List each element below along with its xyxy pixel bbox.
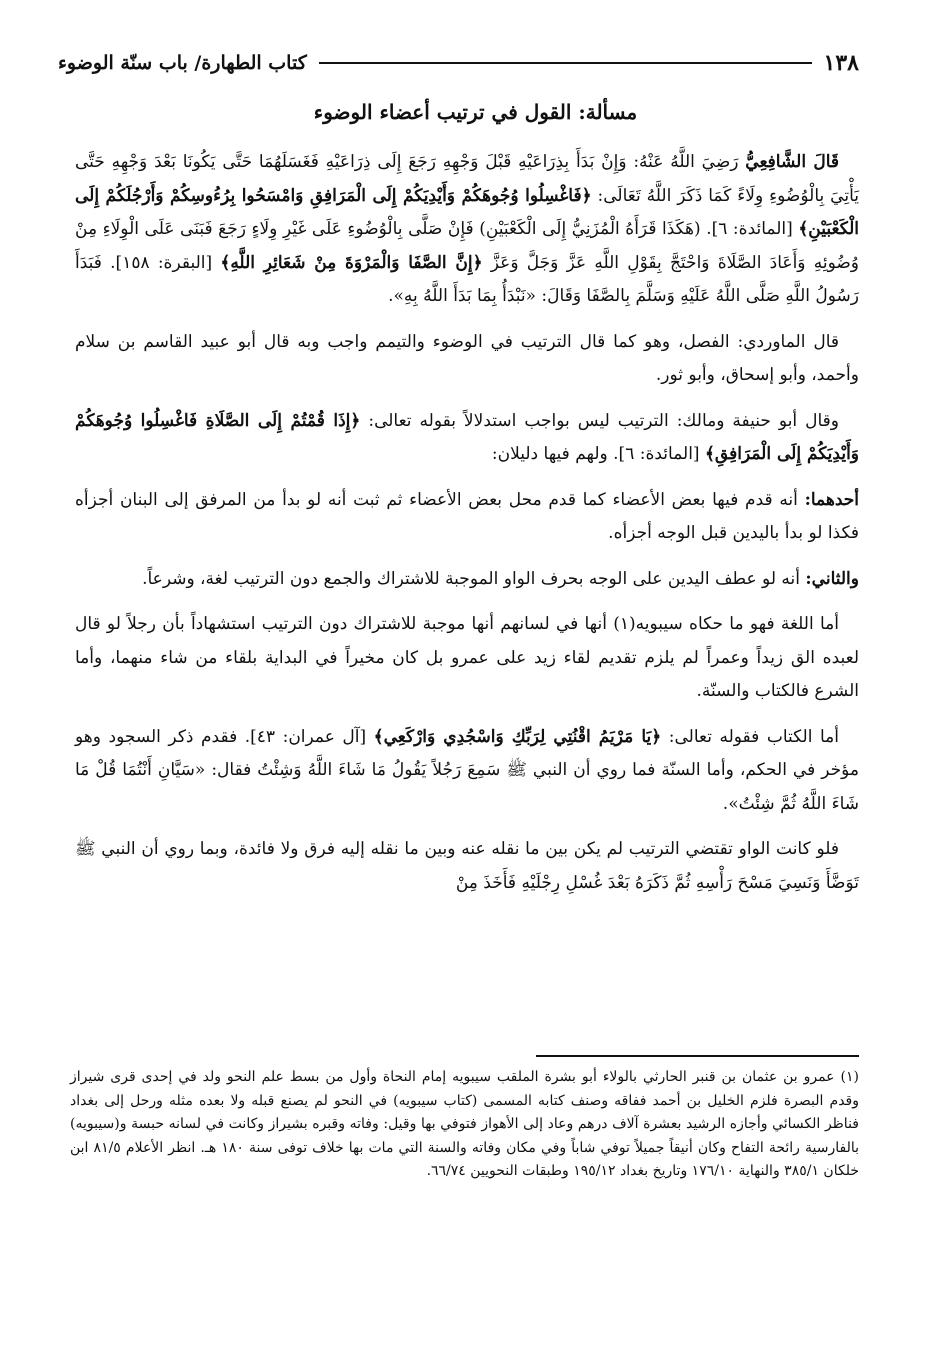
paragraph-first-evidence: [75, 484, 859, 551]
footnote-marker: (١): [840, 1069, 859, 1085]
quran-verse: ﴿إِذَا قُمْتُمْ إِلَى الصَّلَاةِ فَاغْسِلُوا وُجُوهَكُمْ وَأَيْدِيَكُمْ إِلَى الْمَرَافِقِ﴾: [75, 410, 859, 464]
paragraph-abu-hanifa: [75, 405, 859, 472]
quran-verse: ﴿إِنَّ الصَّفَا وَالْمَرْوَةَ مِنْ شَعَائِرِ اللَّهِ﴾: [220, 252, 483, 273]
paragraph-lead: والثاني:: [805, 568, 859, 589]
body-text: [75, 146, 859, 912]
header-rule: [319, 62, 812, 64]
speaker-label: قَالَ الشَّافِعِيُّ: [745, 152, 840, 172]
paragraph-lead: أحدهما:: [804, 489, 859, 510]
quran-verse: ﴿يَا مَرْيَمُ اقْنُتِي لِرَبِّكِ وَاسْجُدِي وَارْكَعِي﴾: [373, 726, 662, 747]
running-title: كتاب الطهارة/ باب سنّة الوضوء: [58, 52, 307, 74]
paragraph-text: وقال أبو حنيفة ومالك: الترتيب ليس بواجب استدلالاً بقوله تعالى:: [360, 410, 840, 431]
footnote-text: عمرو بن عثمان بن قنبر الحارثي بالولاء أبو بشرة الملقب سيبويه إمام النحاة وأول من بسط علم النحو ولد في إحدى قرى شيراز وقدم البصرة فلزم الخليل بن أحمد ففاقه وصنف كتابه المسمى (كتاب سيبويه) في النحو لم يصنع قبله ولا بعده مثله ورحل إلى بغداد فناظر الكسائي وأجازه الرشيد بعشرة آلاف درهم وعاد إلى الأهواز فتوفي بها وقيل: وفاته وقبره بشيراز وكانت في لسانه حبسة و(سيبويه) بالفارسية رائحة التفاح وكان أنيقاً جميلاً توفي شاباً وفي مكان وفاته والسنة التي مات بها خلاف توفى سنة ١٨٠ هـ. انظر الأعلام ٨١/٥ ابن خلكان ٣٨٥/١ والنهاية ١٧٦/١٠ وتاريخ بغداد ١٩٥/١٢ وطبقات النحويين ٦٦/٧٤.: [70, 1069, 860, 1179]
paragraph-text: [آل عمران: ٤٣]. فقدم ذكر السجود وهو مؤخر في الحكم، وأما السنّة فما روي أن النبي ﷺ سَمِعَ رَجُلاً يَقُولُ مَا شَاءَ اللَّهُ وَشِئْتُ فقال: «سَيَّانِ أَنْتُمَا قُلْ مَا شَاءَ اللَّهُ ثُمَّ شِئْتُ».: [75, 726, 859, 814]
quran-verse: ﴿فَاغْسِلُوا وُجُوهَكُمْ وَأَيْدِيَكُمْ إِلَى الْمَرَافِقِ وَامْسَحُوا بِرُءُوسِكُمْ وَأَرْجُلَكُمْ إِلَى الْكَعْبَيْنِ﴾: [75, 185, 859, 239]
footnote-separator: [536, 1055, 859, 1057]
paragraph-continuation: فلو كانت الواو تقتضي الترتيب لم يكن بين ما نقله عنه وبين ما نقله إليه فرق ولا فائدة، وبما روي أن النبي ﷺ تَوَضَّأَ وَنَسِيَ مَسْحَ رَأْسِهِ ثُمَّ ذَكَرَهُ بَعْدَ غُسْلِ رِجْلَيْهِ فَأَخَذَ مِنْ: [75, 839, 859, 893]
paragraph-text: أنه قدم فيها بعض الأعضاء كما قدم محل بعض الأعضاء ثم ثبت أنه لو بدأ من المرفق إلى البنان أجزأه فكذا لو بدأ باليدين قبل الوجه أجزأه.: [75, 489, 859, 543]
paragraph-shafii-quote: [75, 146, 859, 314]
paragraph-text: [المائدة: ٦]. (هَكَذَا قَرَأَهُ الْمُزَنِيُّ إِلَى الْكَعْبَيْنِ) فَإِنْ صَلَّى بِالْوُضُوءِ عَلَى غَيْرِ وِلَاءٍ رَجَعَ فَبَنَى عَلَى الْوِلَاءِ مِنْ وُضُوئِهِ وَأَعَادَ الصَّلَاةَ وَاحْتَجَّ بِقَوْلِ اللَّهِ عَزَّ وَجَلَّ وَعَزَّ: [75, 219, 860, 273]
footnote: [70, 1066, 859, 1184]
section-title: مسألة: القول في ترتيب أعضاء الوضوء: [313, 100, 638, 124]
page-header: [58, 46, 859, 80]
paragraph-text: أنه لو عطف اليدين على الوجه بحرف الواو الموجبة للاشتراك والجمع دون الترتيب لغة، وشرعاً.: [142, 568, 806, 589]
paragraph-second-evidence: [75, 563, 859, 597]
paragraph-scripture: [75, 721, 859, 822]
paragraph-text: رَضِيَ اللَّهُ عَنْهُ: وَإِنْ بَدَأَ بِذِرَاعَيْهِ قَبْلَ وَجْهِهِ رَجَعَ إِلَى ذِرَاعَيْهِ فَغَسَلَهُمَا حَتَّى يَكُونَا بَعْدَ وَجْهِهِ حَتَّى يَأْتِيَ بِالْوُضُوءِ وِلَاءً كَمَا ذَكَرَ اللَّهُ تَعَالَى:: [75, 152, 859, 206]
paragraph-text: [البقرة: ١٥٨]. فَبَدَأَ رَسُولُ اللَّهِ صَلَّى اللَّهُ عَلَيْهِ وَسَلَّمَ بِالصَّفَا وَقَالَ: «نَبْدَأُ بِمَا بَدَأَ اللَّهُ بِهِ».: [75, 252, 859, 306]
paragraph-mawardi: قال الماوردي: الفصل، وهو كما قال الترتيب في الوضوء والتيمم واجب وبه قال أبو عبيد القاسم بن سلام وأحمد، وأبو إسحاق، وأبو ثور.: [75, 331, 859, 385]
paragraph-text: [المائدة: ٦]. ولهم فيها دليلان:: [491, 444, 705, 464]
paragraph-language: أما اللغة فهو ما حكاه سيبويه(١) أنها في لسانهم أنها موجبة للاشتراك دون الترتيب استشهاداً بأن رجلاً لو قال لعبده الق زيداً وعمراً لم يلزم تقديم لقاء زيد على عمرو بل كان مخيراً في البداية بلقاء من شاء منهما، وأما الشرع فالكتاب والسنّة.: [75, 614, 859, 701]
paragraph-text: أما الكتاب فقوله تعالى:: [661, 726, 839, 747]
page-number: ١٣٨: [823, 50, 859, 76]
